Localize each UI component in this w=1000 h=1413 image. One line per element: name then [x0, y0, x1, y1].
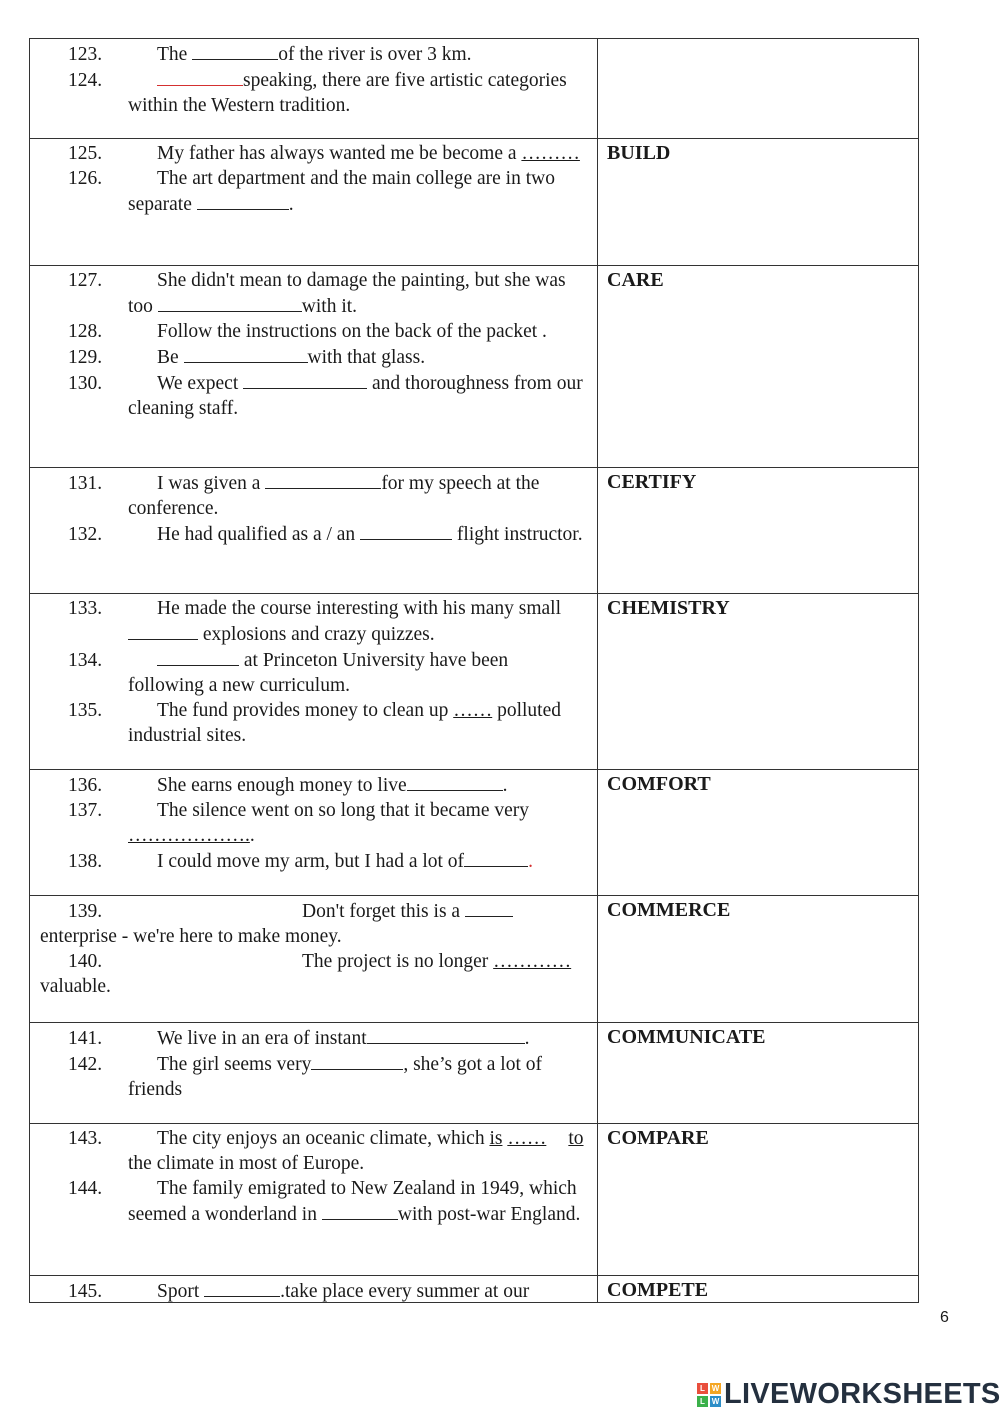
table-row	[29, 770, 919, 896]
answer-blank[interactable]: ……	[507, 1128, 547, 1149]
answer-blank[interactable]	[360, 521, 452, 540]
answer-blank[interactable]	[204, 1278, 280, 1297]
answer-blank[interactable]	[311, 1051, 403, 1070]
brand-grid-icon	[697, 1383, 721, 1407]
page-number: 6	[940, 1309, 949, 1326]
question-140: 140. The project is no longer ………… valuable.	[40, 951, 572, 997]
root-word: CARE	[607, 269, 664, 291]
question-134: 134. at Princeton University have been following a new curriculum.	[68, 647, 587, 698]
table-row	[29, 896, 919, 1023]
root-word: COMMERCE	[607, 899, 731, 921]
question-139: 139. Don't forget this is a enterprise - we're here to make money.	[40, 898, 587, 949]
question-129: 129. Be with that glass.	[68, 344, 587, 370]
questions-cell	[30, 770, 598, 895]
answer-blank[interactable]	[197, 191, 289, 210]
answer-blank[interactable]	[192, 41, 278, 60]
answer-blank[interactable]: ……	[453, 700, 493, 721]
answer-blank[interactable]	[128, 621, 198, 640]
answer-blank[interactable]	[158, 293, 302, 312]
answer-blank[interactable]	[367, 1025, 525, 1044]
questions-cell	[30, 139, 598, 265]
answer-blank[interactable]	[265, 470, 381, 489]
question-130: 130. We expect and thoroughness from our cleaning staff.	[68, 370, 587, 421]
answer-blank[interactable]: ……………….	[128, 825, 250, 846]
question-123: 123. The of the river is over 3 km.	[68, 41, 587, 67]
answer-blank[interactable]	[184, 344, 308, 363]
questions-cell	[30, 896, 598, 1022]
root-word: COMMUNICATE	[607, 1026, 766, 1048]
questions-cell	[30, 468, 598, 593]
table-row	[29, 266, 919, 468]
logo-tile: W	[711, 1396, 720, 1406]
question-142: 142. The girl seems very , she’s got a lot of friends	[68, 1051, 587, 1102]
brand-name: LIVEWORKSHEETS	[724, 1378, 1000, 1410]
root-word: BUILD	[607, 142, 671, 164]
root-word: COMFORT	[607, 773, 711, 795]
question-128: 128. Follow the instructions on the back of the packet .	[68, 321, 547, 342]
question-135: 135. The fund provides money to clean up …… polluted industrial sites.	[68, 700, 562, 746]
question-125: 125. My father has always wanted me be become a ………	[68, 143, 580, 164]
logo-tile: W	[711, 1383, 720, 1393]
questions-cell	[30, 1276, 598, 1302]
question-141: 141. We live in an era of instant .	[68, 1025, 587, 1051]
answer-blank[interactable]: …………	[493, 951, 572, 972]
question-127: 127. She didn't mean to damage the painting, but she was too with it.	[68, 270, 566, 317]
table-row	[29, 594, 919, 770]
questions-cell	[30, 39, 598, 138]
answer-blank[interactable]	[157, 67, 243, 86]
question-126: 126. The art department and the main college are in two separate .	[68, 168, 555, 215]
questions-cell	[30, 1023, 598, 1123]
root-word: COMPETE	[607, 1279, 709, 1301]
questions-cell	[30, 594, 598, 769]
logo-tile: L	[697, 1396, 708, 1407]
question-145: 145. Sport .take place every summer at our	[68, 1278, 587, 1303]
answer-blank[interactable]	[322, 1201, 398, 1220]
worksheet-table	[29, 38, 919, 1303]
root-word: COMPARE	[607, 1127, 709, 1149]
question-132: 132. He had qualified as a / an flight instructor.	[68, 521, 587, 547]
root-word	[598, 39, 918, 138]
table-row	[29, 139, 919, 266]
question-137: 137. The silence went on so long that it became very ………………..	[68, 800, 530, 846]
answer-blank[interactable]	[243, 370, 367, 389]
question-143: 143. The city enjoys an oceanic climate, which is …… to the climate in most of Europe.	[68, 1128, 584, 1174]
question-131: 131. I was given a for my speech at the conference.	[68, 470, 587, 521]
question-138: 138. I could move my arm, but I had a lot of .	[68, 848, 587, 874]
questions-cell	[30, 1124, 598, 1275]
table-row	[29, 1276, 919, 1303]
table-row	[29, 1023, 919, 1124]
table-row	[29, 468, 919, 594]
liveworksheets-logo[interactable]	[697, 1378, 1000, 1411]
answer-blank[interactable]	[157, 647, 239, 666]
root-word: CERTIFY	[607, 471, 697, 493]
questions-cell	[30, 266, 598, 467]
question-124: 124. speaking, there are five artistic categories within the Western tradition.	[68, 67, 587, 118]
answer-blank[interactable]	[464, 848, 528, 867]
question-133: 133. He made the course interesting with his many small explosions and crazy quizzes.	[68, 598, 561, 645]
answer-blank[interactable]	[407, 772, 503, 791]
logo-tile: L	[697, 1383, 708, 1394]
table-row	[29, 1124, 919, 1276]
question-136: 136. She earns enough money to live .	[68, 772, 587, 798]
question-144: 144. The family emigrated to New Zealand in 1949, which seemed a wonderland in with post-war England.	[68, 1178, 581, 1225]
answer-blank[interactable]	[465, 898, 513, 917]
root-word: CHEMISTRY	[607, 597, 730, 619]
table-row	[29, 38, 919, 139]
answer-blank[interactable]: ………	[521, 143, 580, 164]
